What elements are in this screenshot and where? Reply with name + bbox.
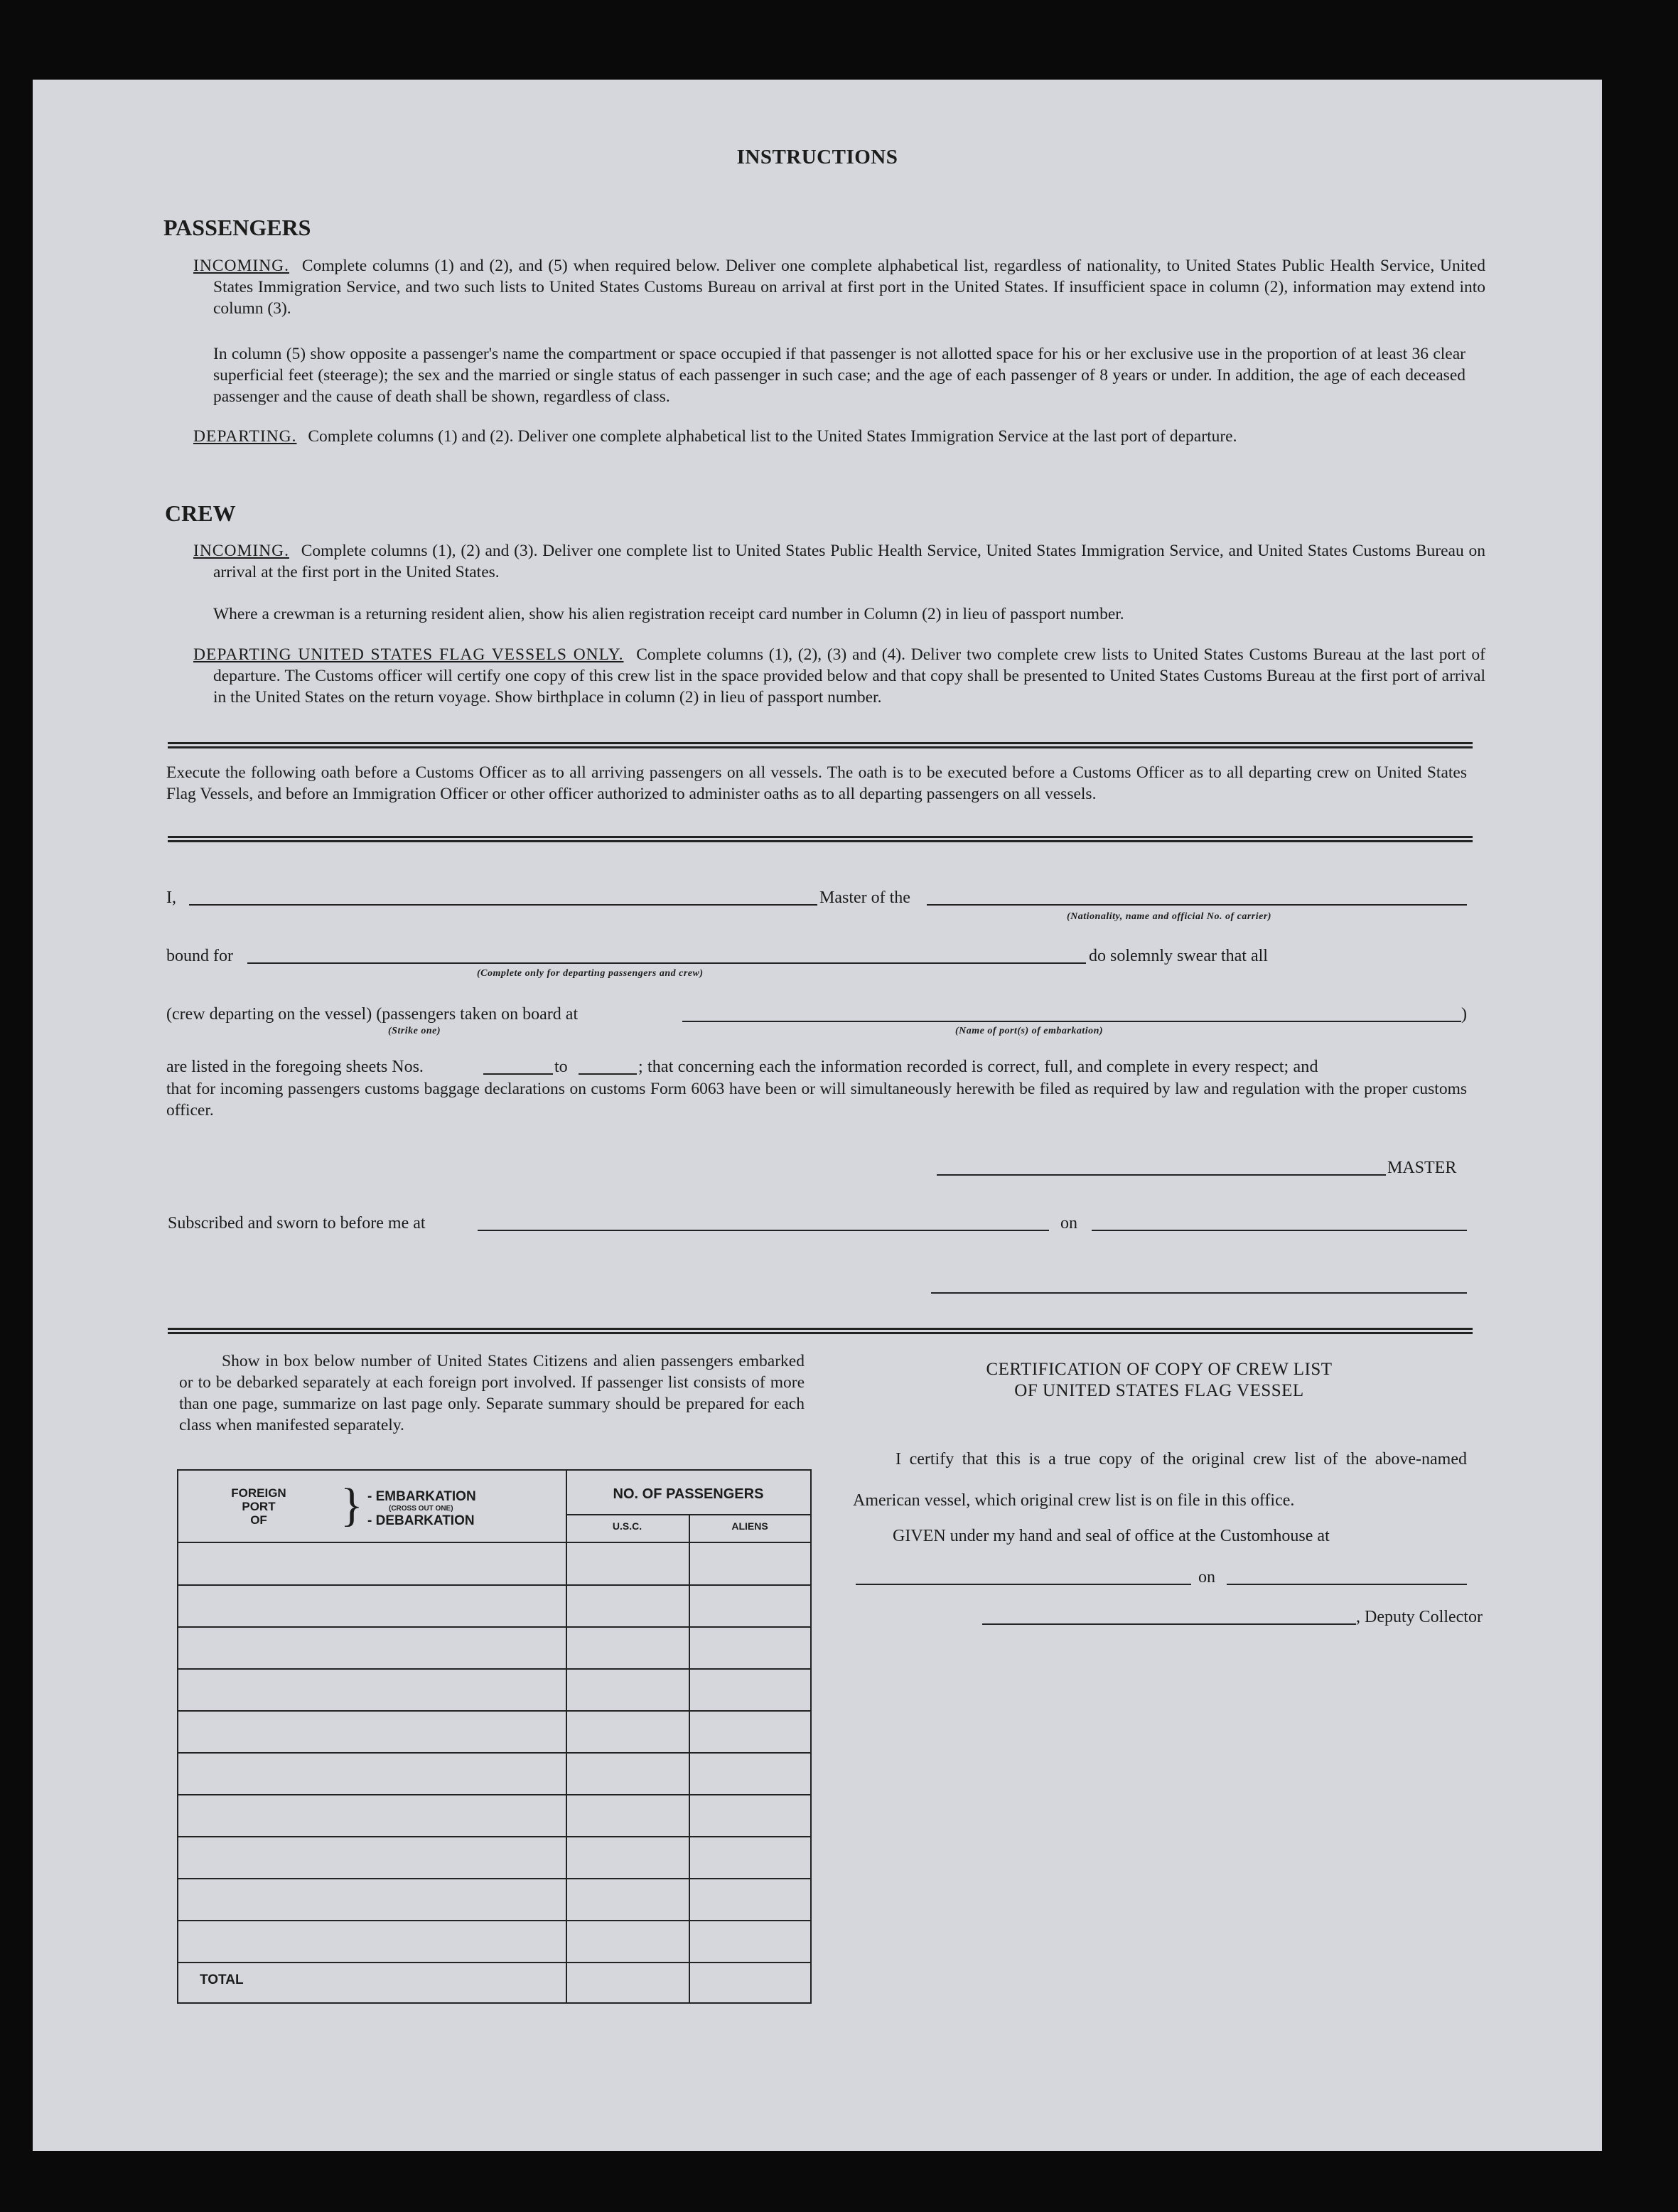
- embarkation-label: - EMBARKATION: [367, 1489, 476, 1504]
- table-row-rule: [178, 1920, 810, 1921]
- passengers-incoming-text: Complete columns (1) and (2), and (5) when required below. Deliver one complete alphabetical list, regardless of nationality, to United States Public Health Service, United States Immigration Service, and two such lists to United States Customs Bureau on arrival at first port in the United States. If insufficient space in column (2), information may extend into column (3).: [213, 257, 1486, 318]
- sworn-place-field[interactable]: [478, 1230, 1049, 1231]
- crew-heading: CREW: [165, 500, 236, 526]
- bound-for-field[interactable]: [247, 962, 823, 964]
- header-bottom-rule: [178, 1542, 810, 1543]
- passengers-column5-paragraph: In column (5) show opposite a passenger's name the compartment or space occupied if that passenger is not allotted space for his or her exclusive use in the proportion of at least 36 clear superficial feet (steerage); the sex and the married or single status of each passenger in such case; and the age of each passenger of 8 years or under. In addition, the age of each deceased passenger and the cause of death shall be shown, regardless of class.: [213, 345, 1465, 406]
- passengers-incoming-label: INCOMING.: [193, 257, 289, 275]
- sworn-on-label: on: [1060, 1214, 1077, 1233]
- certify-date-field[interactable]: [1227, 1584, 1467, 1585]
- foreign-port-header: [220, 1486, 298, 1527]
- table-row-rule: [178, 1710, 810, 1712]
- crew-resident-paragraph: Where a crewman is a returning resident alien, show his alien registration receipt card number in Column (2) in lieu of passport number.: [213, 605, 1124, 623]
- swear-text: do solemnly swear that all: [1089, 947, 1268, 965]
- double-rule: [168, 836, 1473, 842]
- table-row-rule: [178, 1878, 810, 1879]
- passenger-summary-table: [177, 1469, 812, 2004]
- table-row-rule: [178, 1584, 810, 1586]
- given-text: GIVEN under my hand and seal of office at the Customhouse at: [893, 1527, 1330, 1545]
- strike-one-caption: (Strike one): [388, 1026, 441, 1036]
- cross-out-label: (CROSS OUT ONE): [389, 1505, 453, 1513]
- table-row-rule: [178, 1752, 810, 1754]
- crew-incoming-paragraph: [193, 540, 1485, 583]
- master-name-field[interactable]: [189, 904, 849, 906]
- passengers-departing-text: Complete columns (1) and (2). Deliver one complete alphabetical list to the United States Immigration Service at the last port of departure.: [308, 427, 1237, 446]
- total-label: TOTAL: [200, 1972, 244, 1987]
- aliens-header: ALIENS: [731, 1520, 768, 1532]
- debarkation-label: - DEBARKATION: [367, 1513, 475, 1528]
- master-signature-field[interactable]: [937, 1174, 1386, 1176]
- passengers-departing-label: DEPARTING.: [193, 427, 297, 446]
- master-label: MASTER: [1387, 1159, 1457, 1177]
- no-of-passengers-header: NO. OF PASSENGERS: [613, 1486, 764, 1502]
- table-row-rule: [178, 1962, 810, 1963]
- listed-prefix: are listed in the foregoing sheets Nos.: [166, 1058, 424, 1076]
- sworn-date-field[interactable]: [1092, 1230, 1467, 1231]
- passengers-incoming-paragraph: [193, 255, 1485, 319]
- certification-heading-line1: CERTIFICATION OF COPY OF CREW LIST: [986, 1360, 1333, 1379]
- embarkation-ports-field[interactable]: [682, 1021, 1461, 1022]
- deputy-collector-label: , Deputy Collector: [1356, 1608, 1483, 1626]
- customhouse-field[interactable]: [856, 1584, 1191, 1585]
- brace-glyph: }: [340, 1479, 363, 1531]
- nationality-caption: (Nationality, name and official No. of carrier): [1067, 911, 1271, 922]
- listed-rest: that for incoming passengers customs baggage declarations on customs Form 6063 have been or will simultaneously herewith be filed as required by law and regulation with the proper customs officer.: [166, 1080, 1467, 1120]
- double-rule: [168, 742, 1473, 748]
- passengers-departing-paragraph: [193, 426, 1485, 447]
- usc-header: U.S.C.: [612, 1520, 642, 1532]
- subscribed-text: Subscribed and sworn to before me at: [168, 1214, 426, 1233]
- foreign-port-line: OF: [250, 1513, 267, 1527]
- table-row-rule: [178, 1836, 810, 1837]
- foreign-port-line: FOREIGN: [231, 1486, 286, 1500]
- double-rule: [168, 1328, 1473, 1334]
- carrier-field[interactable]: [927, 904, 1467, 906]
- certify-text: I certify that this is a true copy of the original crew list of the above-named American vessel, which original crew list is on file in this office.: [853, 1450, 1467, 1510]
- certification-heading-line2: OF UNITED STATES FLAG VESSEL: [1014, 1381, 1304, 1400]
- close-paren: ): [1461, 1005, 1467, 1024]
- master-of-the-label: Master of the: [817, 888, 913, 908]
- page-title: INSTRUCTIONS: [736, 146, 898, 168]
- passengers-heading: PASSENGERS: [163, 215, 311, 240]
- crew-departing-label: DEPARTING UNITED STATES FLAG VESSELS ONLY.: [193, 645, 624, 664]
- oath-instruction: Execute the following oath before a Customs Officer as to all arriving passengers on all vessels. The oath is to be executed before a Customs Officer as to all departing crew on United States Flag Vessels, and before an Immigration Officer or other officer authorized to administer oaths as to all departing passengers on all vessels.: [166, 763, 1467, 803]
- foreign-port-line: PORT: [242, 1500, 276, 1513]
- crew-departing-paragraph: [193, 644, 1485, 708]
- form-page: [33, 80, 1602, 2151]
- listed-to: to: [554, 1058, 568, 1076]
- table-row-rule: [178, 1668, 810, 1670]
- crew-passengers-text: (crew departing on the vessel) (passengers taken on board at: [166, 1005, 579, 1024]
- officer-signature-field[interactable]: [931, 1292, 1467, 1294]
- table-row-rule: [178, 1626, 810, 1628]
- header-divider: [566, 1514, 810, 1515]
- bound-for-label: bound for: [166, 947, 233, 965]
- column-divider: [566, 1471, 567, 2002]
- crew-departing-text: Complete columns (1), (2), (3) and (4). Deliver two complete crew lists to United States Customs Bureau at the last port of departure. The Customs officer will certify one copy of this crew list in the space provided below and that copy shall be presented to United States Customs Bureau at the first port of arrival in the United States on the return voyage. Show birthplace in column (2) in lieu of passport number.: [213, 645, 1485, 707]
- deputy-signature-field[interactable]: [982, 1623, 1356, 1625]
- summary-instruction: Show in box below number of United States Citizens and alien passengers embarked or to be debarked separately at each foreign port involved. If passenger list consists of more than one page, summarize on last page only. Separate summary should be prepared for each class when manifested separately.: [179, 1352, 805, 1434]
- ports-caption: (Name of port(s) of embarkation): [955, 1026, 1104, 1036]
- certify-on-label: on: [1198, 1568, 1215, 1586]
- crew-incoming-label: INCOMING.: [193, 542, 289, 560]
- oath-i-label: I,: [166, 888, 176, 907]
- listed-suffix: ; that concerning each the information recorded is correct, full, and complete in every respect; and: [638, 1058, 1318, 1076]
- column-divider: [689, 1514, 690, 2002]
- bound-caption: (Complete only for departing passengers and crew): [477, 968, 704, 979]
- bound-for-field-2[interactable]: [816, 962, 1086, 964]
- sheet-from-field[interactable]: [483, 1073, 553, 1075]
- table-row-rule: [178, 1794, 810, 1795]
- crew-incoming-text: Complete columns (1), (2) and (3). Deliver one complete list to United States Public Health Service, United States Immigration Service, and United States Customs Bureau on arrival at the first port in the United States.: [213, 542, 1485, 581]
- sheet-to-field[interactable]: [579, 1073, 637, 1075]
